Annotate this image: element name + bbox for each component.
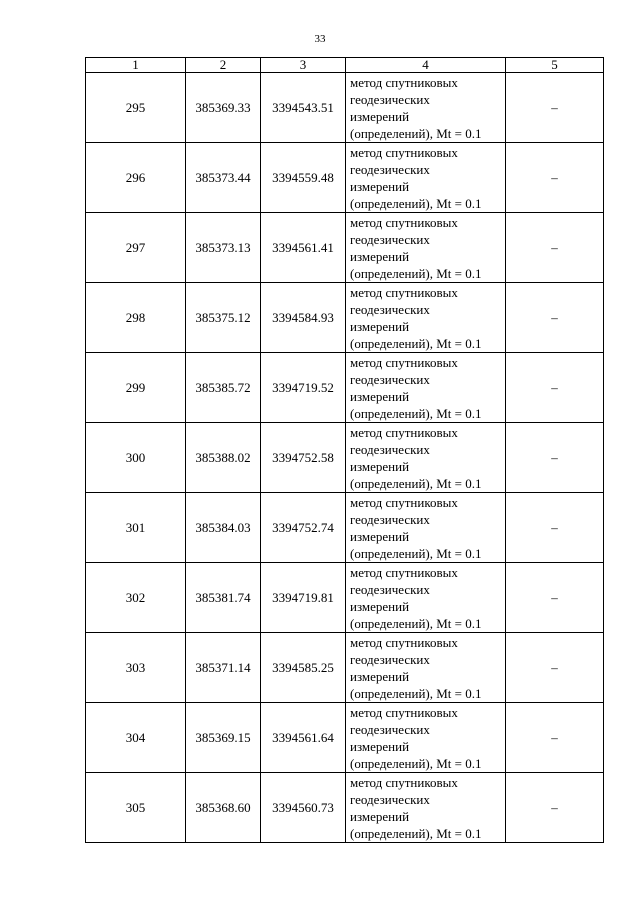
method-text-line: метод спутниковых [350,564,458,580]
note-cell: – [506,633,604,703]
table-row [86,73,604,143]
header-row [86,58,604,73]
x-coordinate-cell: 385368.60 [186,773,261,843]
y-coordinate-cell: 3394543.51 [261,73,346,143]
method-text-line: геодезических [350,651,430,667]
note-cell: – [506,703,604,773]
x-coordinate-cell: 385388.02 [186,423,261,493]
method-text-line: (определений), Mt = 0.1 [350,685,482,701]
table-row [86,213,604,283]
x-coordinate-cell: 385384.03 [186,493,261,563]
y-coordinate-cell: 3394561.64 [261,703,346,773]
method-text-line: (определений), Mt = 0.1 [350,335,482,351]
method-cell [346,563,506,633]
note-cell: – [506,563,604,633]
point-number-cell: 296 [86,143,186,213]
method-text-line: метод спутниковых [350,704,458,720]
point-number-cell: 299 [86,353,186,423]
method-cell [346,353,506,423]
method-cell [346,703,506,773]
x-coordinate-cell: 385375.12 [186,283,261,353]
method-text-line: (определений), Mt = 0.1 [350,545,482,561]
table-row [86,493,604,563]
method-text-line: геодезических [350,581,430,597]
note-cell: – [506,493,604,563]
method-text-line: (определений), Mt = 0.1 [350,475,482,491]
method-cell [346,773,506,843]
method-text-line: метод спутниковых [350,424,458,440]
note-cell: – [506,73,604,143]
note-cell: – [506,773,604,843]
column-header-3: 3 [261,58,346,73]
method-text-line: геодезических [350,441,430,457]
method-text-line: метод спутниковых [350,214,458,230]
table-body [86,73,604,843]
page-number: 33 [314,33,326,45]
method-text-line: геодезических [350,791,430,807]
point-number-cell: 300 [86,423,186,493]
method-text-line: геодезических [350,161,430,177]
method-text-line: геодезических [350,371,430,387]
method-text-line: измерений [350,248,410,264]
method-text-line: измерений [350,458,410,474]
method-text-line: геодезических [350,231,430,247]
y-coordinate-cell: 3394585.25 [261,633,346,703]
table-header [86,58,604,73]
point-number-cell: 297 [86,213,186,283]
method-text-line: (определений), Mt = 0.1 [350,615,482,631]
method-text-line: (определений), Mt = 0.1 [350,195,482,211]
table-row [86,353,604,423]
method-cell [346,213,506,283]
method-text-line: измерений [350,108,410,124]
table-row [86,563,604,633]
method-text-line: измерений [350,528,410,544]
point-number-cell: 301 [86,493,186,563]
y-coordinate-cell: 3394719.81 [261,563,346,633]
y-coordinate-cell: 3394584.93 [261,283,346,353]
method-text-line: метод спутниковых [350,74,458,90]
column-header-4: 4 [346,58,506,73]
y-coordinate-cell: 3394560.73 [261,773,346,843]
table-row [86,773,604,843]
table-row [86,143,604,213]
column-header-2: 2 [186,58,261,73]
table-row [86,423,604,493]
x-coordinate-cell: 385369.33 [186,73,261,143]
method-text-line: метод спутниковых [350,144,458,160]
x-coordinate-cell: 385371.14 [186,633,261,703]
x-coordinate-cell: 385381.74 [186,563,261,633]
method-text-line: измерений [350,598,410,614]
x-coordinate-cell: 385373.13 [186,213,261,283]
note-cell: – [506,423,604,493]
x-coordinate-cell: 385373.44 [186,143,261,213]
method-cell [346,423,506,493]
method-text-line: измерений [350,668,410,684]
column-header-1: 1 [86,58,186,73]
table-row [86,633,604,703]
method-text-line: геодезических [350,301,430,317]
point-number-cell: 303 [86,633,186,703]
coordinates-table [85,57,604,843]
method-text-line: измерений [350,318,410,334]
note-cell: – [506,143,604,213]
method-text-line: (определений), Mt = 0.1 [350,405,482,421]
method-text-line: метод спутниковых [350,634,458,650]
point-number-cell: 302 [86,563,186,633]
method-cell [346,493,506,563]
y-coordinate-cell: 3394752.74 [261,493,346,563]
method-text-line: (определений), Mt = 0.1 [350,825,482,841]
y-coordinate-cell: 3394752.58 [261,423,346,493]
method-cell [346,73,506,143]
table-row [86,703,604,773]
x-coordinate-cell: 385369.15 [186,703,261,773]
point-number-cell: 295 [86,73,186,143]
method-text-line: метод спутниковых [350,284,458,300]
method-text-line: измерений [350,738,410,754]
method-text-line: измерений [350,388,410,404]
point-number-cell: 304 [86,703,186,773]
method-text-line: (определений), Mt = 0.1 [350,755,482,771]
method-text-line: метод спутниковых [350,354,458,370]
x-coordinate-cell: 385385.72 [186,353,261,423]
method-cell [346,143,506,213]
note-cell: – [506,353,604,423]
method-text-line: (определений), Mt = 0.1 [350,125,482,141]
point-number-cell: 305 [86,773,186,843]
column-header-5: 5 [506,58,604,73]
method-text-line: измерений [350,808,410,824]
method-text-line: геодезических [350,91,430,107]
method-text-line: метод спутниковых [350,494,458,510]
method-text-line: геодезических [350,511,430,527]
y-coordinate-cell: 3394719.52 [261,353,346,423]
y-coordinate-cell: 3394561.41 [261,213,346,283]
y-coordinate-cell: 3394559.48 [261,143,346,213]
method-text-line: метод спутниковых [350,774,458,790]
method-text-line: геодезических [350,721,430,737]
note-cell: – [506,213,604,283]
method-text-line: измерений [350,178,410,194]
method-cell [346,633,506,703]
method-cell [346,283,506,353]
method-text-line: (определений), Mt = 0.1 [350,265,482,281]
note-cell: – [506,283,604,353]
table-row [86,283,604,353]
point-number-cell: 298 [86,283,186,353]
